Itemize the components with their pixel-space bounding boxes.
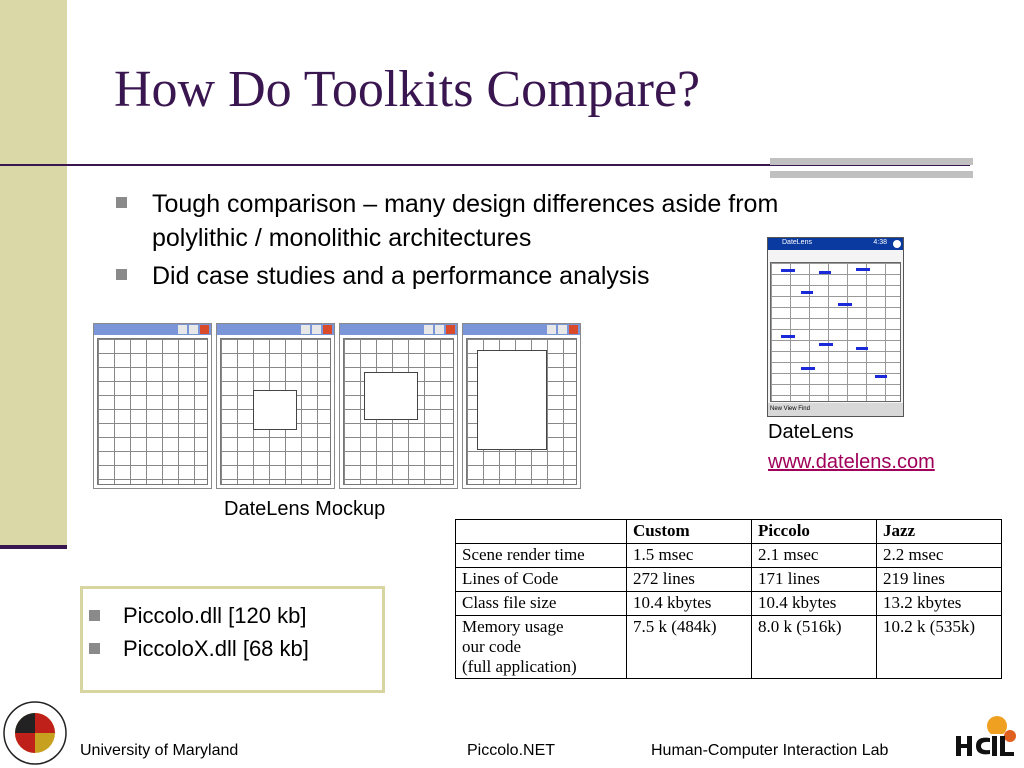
mockup-screenshot-2 bbox=[216, 323, 335, 489]
table-cell: 10.4 kbytes bbox=[627, 592, 752, 616]
table-cell: 171 lines bbox=[752, 568, 877, 592]
table-row bbox=[456, 616, 1002, 679]
performance-table bbox=[455, 519, 1002, 679]
close-icon bbox=[569, 325, 578, 334]
event-bar bbox=[819, 343, 833, 346]
hcil-logo-icon bbox=[952, 712, 1022, 764]
pda-calendar-grid bbox=[770, 262, 901, 402]
table-cell: Class file size bbox=[456, 592, 627, 616]
table-header-cell: Custom bbox=[627, 520, 752, 544]
datelens-link[interactable]: www.datelens.com bbox=[768, 451, 935, 473]
dll-item-text: Piccolo.dll [120 kb] bbox=[123, 603, 307, 628]
datelens-caption: DateLens bbox=[768, 421, 854, 443]
dll-item bbox=[89, 632, 382, 665]
dll-size-box bbox=[80, 586, 385, 693]
event-bar bbox=[781, 269, 795, 272]
table-row bbox=[456, 568, 1002, 592]
slide-title: How Do Toolkits Compare? bbox=[114, 61, 701, 118]
footer-university: University of Maryland bbox=[80, 742, 239, 759]
dll-item bbox=[89, 599, 382, 632]
dll-item-text: PiccoloX.dll [68 kb] bbox=[123, 636, 309, 661]
table-cell: Scene render time bbox=[456, 544, 627, 568]
main-bullet-list bbox=[116, 187, 876, 297]
table-cell: 10.2 k (535k) bbox=[877, 616, 1002, 679]
table-cell: 219 lines bbox=[877, 568, 1002, 592]
table-cell: 13.2 kbytes bbox=[877, 592, 1002, 616]
pda-app-title: DateLens bbox=[782, 239, 812, 246]
event-bar bbox=[801, 291, 813, 294]
sidebar-accent-line bbox=[0, 545, 67, 549]
pda-clock: 4:38 bbox=[873, 239, 887, 246]
square-bullet-icon bbox=[116, 269, 127, 280]
table-header-cell: Jazz bbox=[877, 520, 1002, 544]
bullet-text: Did case studies and a performance analysis bbox=[152, 262, 650, 290]
table-cell: 2.1 msec bbox=[752, 544, 877, 568]
title-divider-accent-top bbox=[770, 158, 973, 165]
calendar-grid bbox=[97, 338, 208, 485]
square-bullet-icon bbox=[89, 610, 100, 621]
mockup-screenshot-1 bbox=[93, 323, 212, 489]
table-cell: 1.5 msec bbox=[627, 544, 752, 568]
table-cell: 272 lines bbox=[627, 568, 752, 592]
event-bar bbox=[801, 367, 815, 370]
pda-menu-bar: New View Find bbox=[768, 403, 903, 416]
event-bar bbox=[838, 303, 852, 306]
bullet-item bbox=[116, 259, 876, 293]
title-divider-accent-bottom bbox=[770, 171, 973, 178]
close-icon bbox=[446, 325, 455, 334]
table-header-cell bbox=[456, 520, 627, 544]
event-bar bbox=[819, 271, 831, 274]
table-header-row bbox=[456, 520, 1002, 544]
event-bar bbox=[856, 347, 868, 350]
close-icon bbox=[200, 325, 209, 334]
window-titlebar bbox=[463, 324, 580, 335]
table-cell: 7.5 k (484k) bbox=[627, 616, 752, 679]
table-cell: 2.2 msec bbox=[877, 544, 1002, 568]
close-icon bbox=[323, 325, 332, 334]
square-bullet-icon bbox=[116, 197, 127, 208]
table-cell: Lines of Code bbox=[456, 568, 627, 592]
sidebar-accent bbox=[0, 0, 67, 545]
square-bullet-icon bbox=[89, 643, 100, 654]
datelens-screenshot bbox=[767, 237, 904, 417]
bullet-item bbox=[116, 187, 876, 255]
table-row bbox=[456, 592, 1002, 616]
event-bar bbox=[875, 375, 887, 378]
table-cell: 10.4 kbytes bbox=[752, 592, 877, 616]
footer-lab: Human-Computer Interaction Lab bbox=[651, 742, 889, 759]
table-cell: 8.0 k (516k) bbox=[752, 616, 877, 679]
university-of-maryland-seal-icon bbox=[2, 699, 68, 767]
mockup-screenshot-4 bbox=[462, 323, 581, 489]
window-titlebar bbox=[340, 324, 457, 335]
window-titlebar bbox=[94, 324, 211, 335]
mockup-screenshot-3 bbox=[339, 323, 458, 489]
table-header-cell: Piccolo bbox=[752, 520, 877, 544]
day-detail-popup bbox=[477, 350, 547, 450]
window-titlebar bbox=[217, 324, 334, 335]
day-detail-popup bbox=[253, 390, 297, 430]
day-detail-popup bbox=[364, 372, 418, 420]
footer-project: Piccolo.NET bbox=[467, 742, 556, 759]
bullet-text: Tough comparison – many design differences aside from polylithic / monolithic architectures bbox=[152, 190, 779, 252]
dll-list bbox=[83, 589, 382, 665]
table-row bbox=[456, 544, 1002, 568]
pda-titlebar bbox=[768, 238, 903, 250]
table-cell: Memory usage our code (full application) bbox=[456, 616, 627, 679]
event-bar bbox=[856, 268, 870, 271]
pda-close-icon bbox=[893, 240, 901, 248]
mockup-caption: DateLens Mockup bbox=[224, 498, 386, 520]
event-bar bbox=[781, 335, 795, 338]
